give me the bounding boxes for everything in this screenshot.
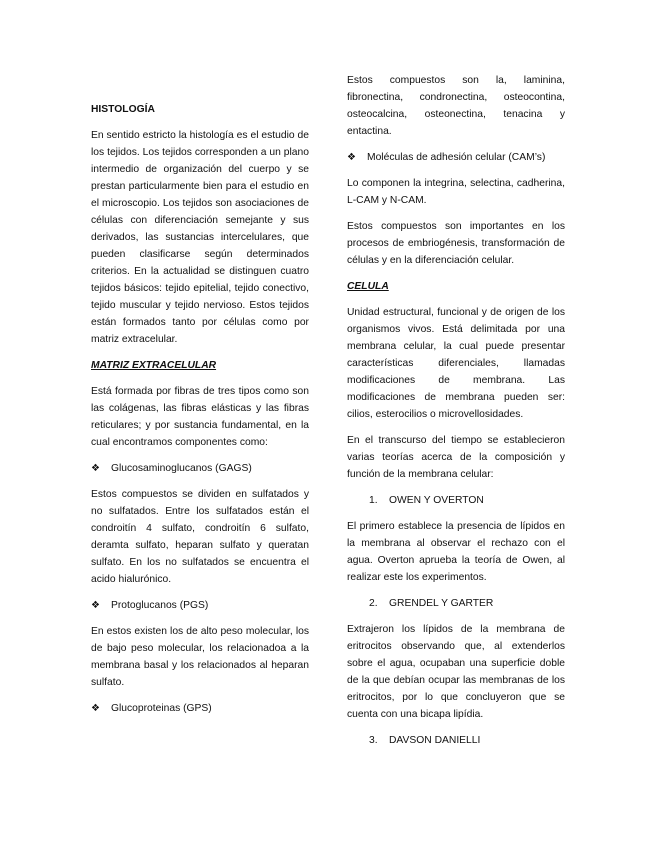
cam-importance-paragraph: Estos compuestos son importantes en los procesos de embriogénesis, transformación de células y en la diferenciación celular.	[347, 221, 565, 266]
grendel-garter-label: GRENDEL Y GARTER	[389, 598, 494, 609]
pgs-label: Protoglucanos (PGS)	[111, 600, 209, 611]
list-number: 1.	[369, 495, 378, 506]
list-number: 2.	[369, 598, 378, 609]
davson-danielli-label: DAVSON DANIELLI	[389, 735, 481, 746]
cam-label: Moléculas de adhesión celular (CAM’s)	[367, 152, 546, 163]
gps-paragraph: Estos compuestos son la, laminina, fibronectina, condronectina, osteocontina, osteocalcina, osteonectina, tenacina y entactina.	[347, 75, 565, 137]
celula-section-title: CELULA	[347, 281, 389, 292]
right-column	[347, 72, 565, 758]
diamond-bullet-icon: ❖	[91, 463, 100, 474]
owen-overton-label: OWEN Y OVERTON	[389, 495, 484, 506]
page-heading: HISTOLOGÍA	[91, 104, 155, 115]
list-number: 3.	[369, 735, 378, 746]
grendel-garter-paragraph: Extrajeron los lípidos de la membrana de eritrocitos observando que, al extenderlos sobre el agua, ocupaban una superficie doble de la que debían ocupar las membranas de los eritrocitos, por lo que concluyeron que se cuenta con una bicapa lipídia.	[347, 624, 565, 720]
pgs-bullet-item	[91, 597, 309, 614]
pgs-paragraph: En estos existen los de alto peso molecular, los de bajo peso molecular, los relacionadoa a la membrana basal y los relacionados al heparan sulfato.	[91, 626, 309, 688]
teorias-paragraph: En el transcurso del tiempo se establecieron varias teorías acerca de la composición y función de la membrana celular:	[347, 435, 565, 480]
grendel-garter-item	[369, 595, 565, 612]
diamond-bullet-icon: ❖	[91, 703, 100, 714]
gags-paragraph: Estos compuestos se dividen en sulfatados y no sulfatados. Entre los sulfatados están el condroitín 4 sulfato, condroitín 6 sulfato, deramta sulfato, heparan sulfato y queratan sulfato. En los no sulfatados se encuentra el acido hialurónico.	[91, 489, 309, 585]
owen-overton-item	[369, 492, 565, 509]
cam-paragraph: Lo componen la integrina, selectina, cadherina, L-CAM y N-CAM.	[347, 178, 565, 206]
diamond-bullet-icon: ❖	[91, 600, 100, 611]
davson-danielli-item	[369, 732, 565, 749]
cam-bullet-item	[347, 149, 565, 166]
histologia-paragraph: En sentido estricto la histología es el estudio de los tejidos. Los tejidos corresponden a un plano intermedio de organización del cuerpo y se prestan particularmente bien para el estudio en el microscopio. Los tejidos son asociaciones de células con diferenciación semejante y sus derivados, las sustancias intercelulares, que pueden clasificarse según determinados criterios. En la actualidad se distinguen cuatro tejidos básicos: tejido epitelial, tejido conectivo, tejido muscular y tejido nervioso. Estos tejidos están formados tanto por células como por matriz extracelular.	[91, 130, 309, 345]
celula-paragraph: Unidad estructural, funcional y de origen de los organismos vivos. Está delimitada por una membrana celular, la cual puede presentar características diferenciales, llamadas modificaciones de membrana. Las modificaciones de membrana pueden ser: cilios, esterocilios o microvellosidades.	[347, 307, 565, 420]
owen-overton-paragraph: El primero establece la presencia de lípidos en la membrana al observar el rechazo con el agua. Overton aprueba la teoría de Owen, al realizar este los experimentos.	[347, 521, 565, 583]
diamond-bullet-icon: ❖	[347, 152, 356, 163]
gags-bullet-item	[91, 460, 309, 477]
gps-bullet-item	[91, 700, 309, 717]
gags-label: Glucosaminoglucanos (GAGS)	[111, 463, 252, 474]
matriz-paragraph: Está formada por fibras de tres tipos como son las colágenas, las fibras elásticas y las fibras reticulares; y por sustancia fundamental, en la cual encontramos componentes como:	[91, 386, 309, 448]
left-column	[91, 72, 309, 726]
matriz-section-title: MATRIZ EXTRACELULAR	[91, 360, 217, 371]
gps-label: Glucoproteinas (GPS)	[111, 703, 212, 714]
